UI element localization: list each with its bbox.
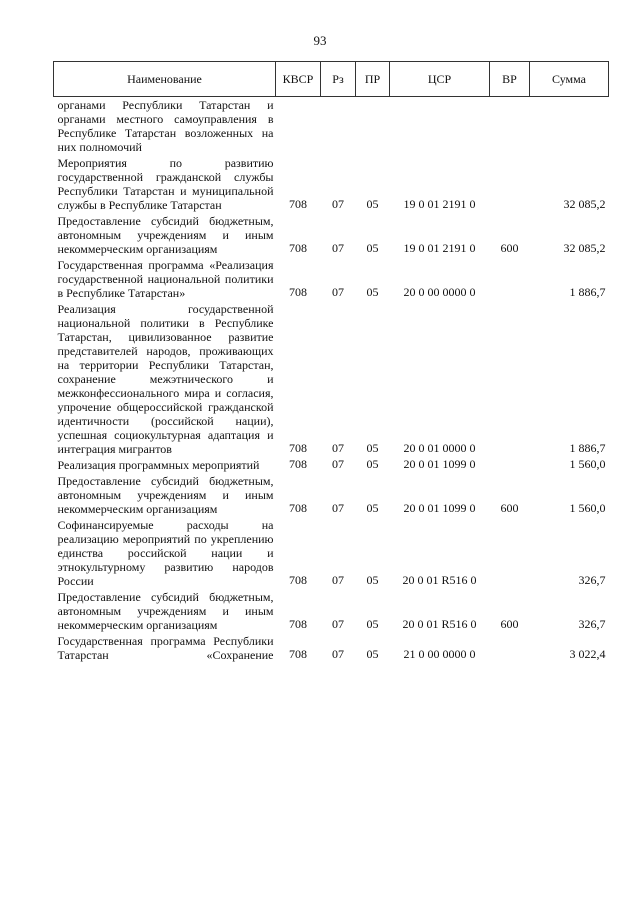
cell-kvsr: 708 xyxy=(289,573,307,587)
table-row xyxy=(54,213,609,257)
cell-csr: 21 0 00 0000 0 xyxy=(403,647,476,661)
cell-vr xyxy=(490,97,530,156)
cell-sum xyxy=(530,97,609,156)
cell-kvsr: 708 xyxy=(289,285,307,299)
table-row xyxy=(54,155,609,213)
cell-csr: 20 0 00 0000 0 xyxy=(403,285,476,299)
cell-csr: 20 0 01 1099 0 xyxy=(403,457,476,471)
cell-pr: 05 xyxy=(366,501,379,515)
cell-vr xyxy=(490,301,530,457)
header-sum: Сумма xyxy=(530,62,609,97)
cell-vr xyxy=(490,457,530,473)
cell-rz: 07 xyxy=(332,573,344,587)
cell-pr: 05 xyxy=(366,617,379,631)
cell-pr: 05 xyxy=(366,441,379,455)
cell-pr: 05 xyxy=(366,647,379,661)
cell-name: Софинансируемые расходы на реализацию мероприятий по укреплению единства российской нации и этнокультурному развитию народов России xyxy=(57,518,274,588)
cell-csr: 20 0 01 R516 0 xyxy=(402,573,477,587)
cell-name: Государственная программа Республики Татарстан «Сохранение xyxy=(57,634,274,662)
cell-rz: 07 xyxy=(332,197,344,211)
cell-name: Государственная программа «Реализация государственной национальной политики в Республике Татарстан» xyxy=(57,258,274,300)
cell-sum: 1 560,0 xyxy=(569,457,606,471)
header-vr: ВР xyxy=(490,62,530,97)
table-row xyxy=(54,301,609,457)
table-row xyxy=(54,473,609,517)
cell-kvsr: 708 xyxy=(289,197,307,211)
header-csr: ЦСР xyxy=(390,62,490,97)
cell-csr: 20 0 01 R516 0 xyxy=(402,617,477,631)
cell-vr: 600 xyxy=(500,501,519,515)
cell-sum: 32 085,2 xyxy=(563,241,606,255)
table-row xyxy=(54,517,609,589)
cell-pr: 05 xyxy=(366,457,379,471)
cell-pr: 05 xyxy=(366,285,379,299)
table-row xyxy=(54,257,609,301)
cell-vr xyxy=(490,257,530,301)
cell-name: Реализация программных мероприятий xyxy=(57,458,260,472)
cell-name: Предоставление субсидий бюджетным, автономным учреждениям и иным некоммерческим организациям xyxy=(57,214,274,256)
cell-sum: 3 022,4 xyxy=(569,647,606,661)
cell-name: Предоставление субсидий бюджетным, автономным учреждениям и иным некоммерческим организациям xyxy=(57,590,274,632)
table-row xyxy=(54,97,609,156)
cell-pr xyxy=(356,97,390,156)
cell-csr: 20 0 01 1099 0 xyxy=(403,501,476,515)
cell-sum: 32 085,2 xyxy=(563,197,606,211)
cell-rz: 07 xyxy=(332,241,344,255)
budget-table xyxy=(53,61,609,663)
table-row xyxy=(54,457,609,473)
cell-csr xyxy=(390,97,490,156)
cell-pr: 05 xyxy=(366,197,379,211)
header-pr: ПР xyxy=(356,62,390,97)
cell-kvsr: 708 xyxy=(289,647,307,661)
cell-sum: 1 886,7 xyxy=(569,441,606,455)
cell-vr xyxy=(490,155,530,213)
table-row xyxy=(54,589,609,633)
cell-csr: 19 0 01 2191 0 xyxy=(403,241,476,255)
cell-rz: 07 xyxy=(332,617,344,631)
page-number: 93 xyxy=(313,33,327,48)
header-name: Наименование xyxy=(54,62,276,97)
cell-sum: 1 886,7 xyxy=(569,285,606,299)
cell-vr: 600 xyxy=(500,241,519,255)
cell-vr: 600 xyxy=(500,617,519,631)
cell-vr xyxy=(490,517,530,589)
cell-sum: 326,7 xyxy=(578,617,606,631)
cell-rz: 07 xyxy=(332,441,344,455)
cell-name: Реализация государственной национальной политики в Республике Татарстан, цивилизованное развитие представителей народов, проживающих на территории Республики Татарстан, сохранение межэтнического и межконфессионального мира и согласия, упрочение общероссийской гражданской идентичности (российской нации), успешная социокультурная адаптация и интеграция мигрантов xyxy=(57,302,274,456)
cell-kvsr: 708 xyxy=(289,241,307,255)
cell-csr: 19 0 01 2191 0 xyxy=(403,197,476,211)
cell-kvsr: 708 xyxy=(289,457,307,471)
cell-kvsr xyxy=(276,97,321,156)
cell-sum: 326,7 xyxy=(578,573,606,587)
table-header-row xyxy=(54,62,609,97)
table-body xyxy=(54,97,609,664)
cell-vr xyxy=(490,633,530,663)
cell-rz: 07 xyxy=(332,647,344,661)
cell-pr: 05 xyxy=(366,573,379,587)
cell-rz: 07 xyxy=(332,285,344,299)
cell-name: Мероприятия по развитию государственной гражданской службы Республики Татарстан и муниципальной службы в Республике Татарстан xyxy=(57,156,274,212)
cell-sum: 1 560,0 xyxy=(569,501,606,515)
header-rz: Рз xyxy=(321,62,356,97)
cell-rz: 07 xyxy=(332,457,344,471)
cell-rz: 07 xyxy=(332,501,344,515)
cell-name: органами Республики Татарстан и органами местного самоуправления в Республике Татарстан возложенных на них полномочий xyxy=(57,98,274,154)
cell-kvsr: 708 xyxy=(289,501,307,515)
cell-rz xyxy=(321,97,356,156)
cell-name: Предоставление субсидий бюджетным, автономным учреждениям и иным некоммерческим организациям xyxy=(57,474,274,516)
cell-csr: 20 0 01 0000 0 xyxy=(403,441,476,455)
cell-pr: 05 xyxy=(366,241,379,255)
cell-kvsr: 708 xyxy=(289,617,307,631)
cell-kvsr: 708 xyxy=(289,441,307,455)
header-kvsr: КВСР xyxy=(276,62,321,97)
table-row xyxy=(54,633,609,663)
